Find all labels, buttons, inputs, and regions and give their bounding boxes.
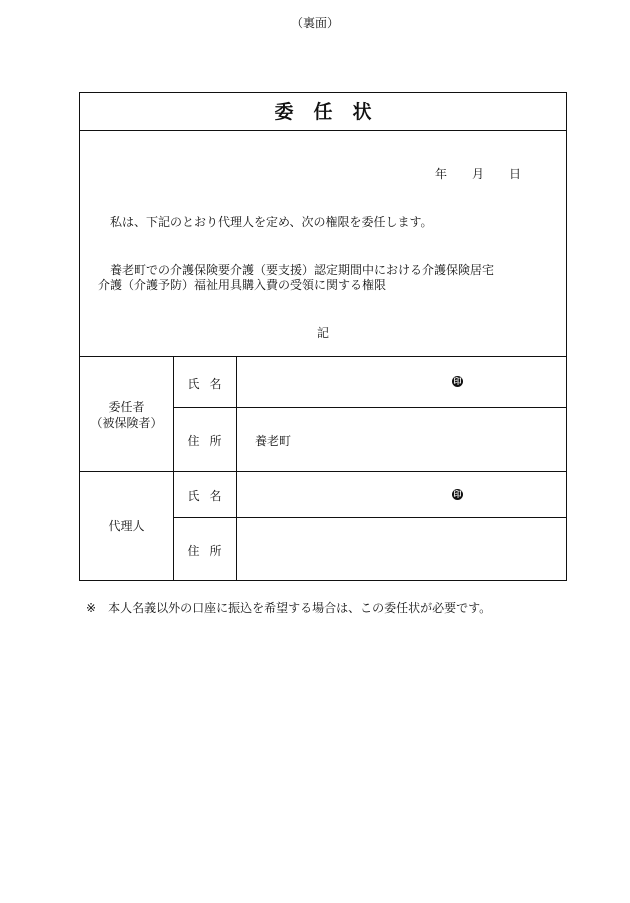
- agent-name-label: 氏名: [187, 489, 232, 503]
- party-table: [80, 356, 566, 580]
- delegator-label-line-1: 委任者: [108, 400, 145, 414]
- delegator-label-line-2: （被保険者）: [90, 416, 163, 430]
- authority-scope-line-2: 介護（介護予防）福祉用具購入費の受領に関する権限: [98, 278, 387, 292]
- date-day: 日: [509, 167, 522, 181]
- delegator-label: [80, 399, 173, 431]
- date-year: 年: [435, 167, 448, 181]
- authority-scope-line-1: 養老町での介護保険要介護（要支援）認定期間中における介護保険居宅: [110, 263, 495, 277]
- delegation-statement: 私は、下記のとおり代理人を定め、次の権限を委任します。: [110, 215, 433, 229]
- power-of-attorney-form: [79, 92, 567, 581]
- form-title: 委任状: [80, 93, 566, 131]
- agent-address-field[interactable]: [237, 518, 567, 580]
- footnote: [86, 599, 491, 616]
- seal-mark-icon: 印: [453, 490, 462, 499]
- agent-address-label: 住所: [187, 544, 232, 558]
- reference-mark: ※: [86, 601, 97, 615]
- delegator-address-label: 住所: [187, 434, 232, 448]
- agent-name-field[interactable]: [237, 472, 567, 517]
- footnote-text: 本人名義以外の口座に振込を希望する場合は、この委任状が必要です。: [108, 601, 492, 615]
- seal-mark-icon: 印: [453, 377, 462, 386]
- delegator-address-field[interactable]: [237, 408, 567, 471]
- agent-label: 代理人: [108, 519, 145, 533]
- delegator-name-label: 氏名: [187, 377, 232, 391]
- delegator-name-field[interactable]: [237, 357, 567, 407]
- delegator-address-value: 養老町: [255, 434, 292, 448]
- page-side-label: （裏面）: [290, 16, 339, 30]
- ki-heading: 記: [316, 326, 329, 340]
- date-month: 月: [472, 167, 485, 181]
